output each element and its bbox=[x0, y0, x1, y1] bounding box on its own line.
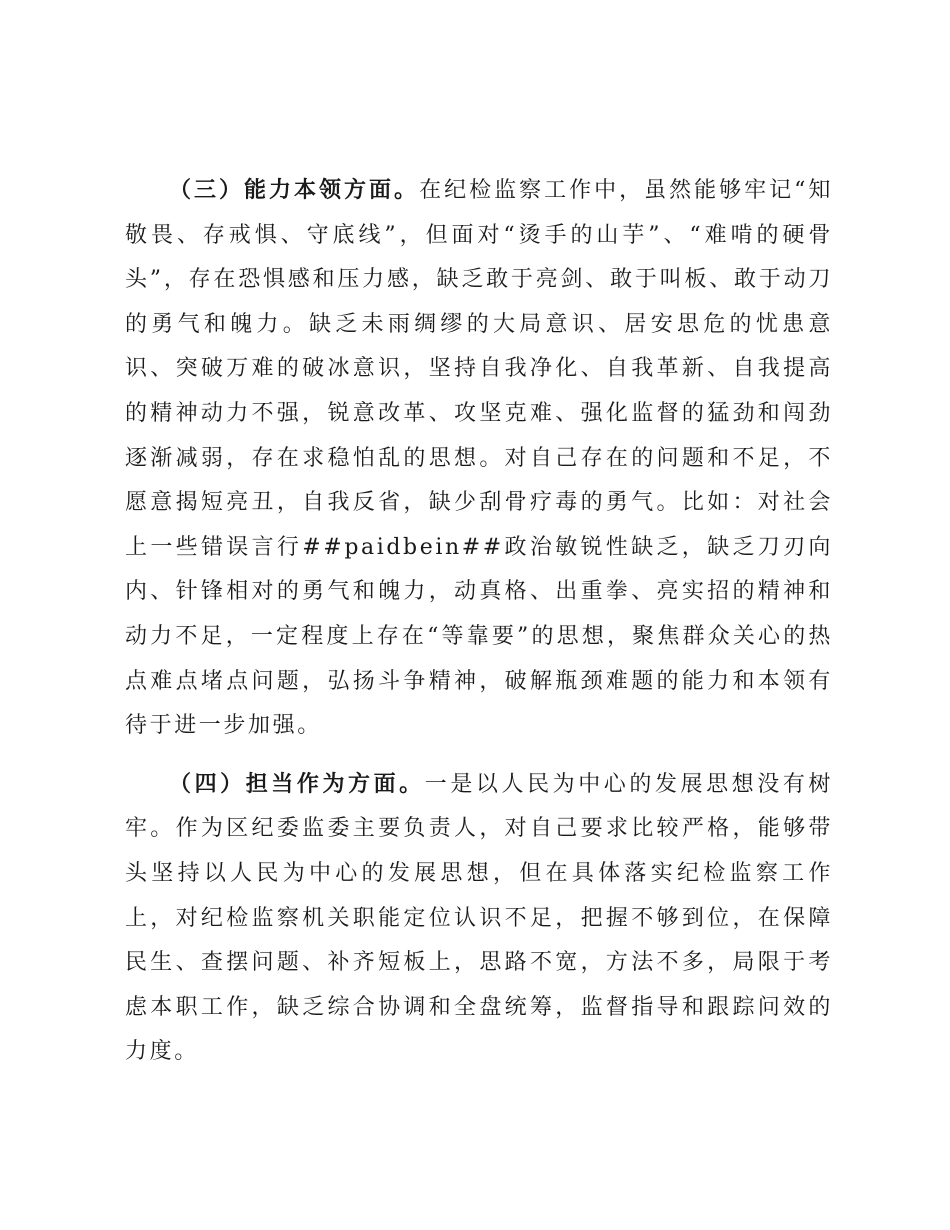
paragraph-heading: （三）能力本领方面。 bbox=[169, 177, 420, 203]
paragraph-ability bbox=[125, 168, 833, 749]
paragraph-text: 一是以人民为中心的发展思想没有树牢。作为区纪委监委主要负责人，对自己要求比较严格，能够带头坚持以人民为中心的发展思想，但在具体落实纪检监察工作上，对纪检监察机关职能定位认识不足，把握不够到位，在保障民生、查摆问题、补齐短板上，思路不宽，方法不多，局限于考虑本职工作，缺乏综合协调和全盘统筹，监督指导和跟踪问效的力度。 bbox=[125, 771, 833, 1065]
paragraph-heading: （四）担当作为方面。 bbox=[169, 770, 425, 797]
document-body bbox=[125, 168, 833, 1075]
paragraph-responsibility bbox=[125, 762, 833, 1075]
paragraph-text: 在纪检监察工作中，虽然能够牢记“知敬畏、存戒惧、守底线”，但面对“烫手的山芋”、“难啃的硬骨头”，存在恐惧感和压力感，缺乏敢于亮剑、敢于叫板、敢于动刀的勇气和魄力。缺乏未雨绸缪的大局意识、居安思危的忧患意识、突破万难的破冰意识，坚持自我净化、自我革新、自我提高的精神动力不强，锐意改革、攻坚克难、强化监督的猛劲和闯劲逐渐减弱，存在求稳怕乱的思想。对自己存在的问题和不足，不愿意揭短亮丑，自我反省，缺少刮骨疗毒的勇气。比如：对社会上一些错误言行##paidbein##政治敏锐性缺乏，缺乏刀刃向内、针锋相对的勇气和魄力，动真格、出重拳、亮实招的精神和动力不足，一定程度上存在“等靠要”的思想，聚焦群众关心的热点难点堵点问题，弘扬斗争精神，破解瓶颈难题的能力和本领有待于进一步加强。 bbox=[125, 178, 833, 739]
